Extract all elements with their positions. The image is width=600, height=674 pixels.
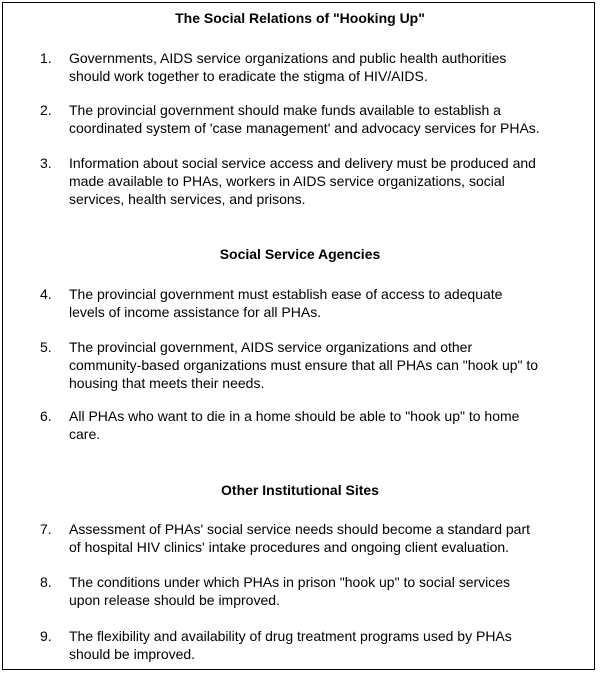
item-line: coordinated system of 'case management' and advocacy services for PHAs. [69,120,540,136]
item-line: The provincial government must establish ease of access to adequate [69,286,503,302]
item-text [69,573,589,609]
item-line: made available to PHAs, workers in AIDS service organizations, social [69,173,505,189]
item-number: 7. [40,521,52,537]
item-line: Governments, AIDS service organizations and public health authorities [69,50,507,66]
item-text [69,49,589,85]
item-line: The flexibility and availability of drug treatment programs used by PHAs [69,628,512,644]
item-number: 1. [40,50,52,66]
section-heading-social-relations: The Social Relations of "Hooking Up" [175,10,425,26]
item-number: 8. [40,574,52,590]
item-line: The provincial government, AIDS service organizations and other [69,339,473,355]
item-line: The provincial government should make funds available to establish a [69,102,501,118]
item-line: community-based organizations must ensure that all PHAs can "hook up" to [69,357,539,373]
item-number: 9. [40,628,52,644]
item-number: 6. [40,408,52,424]
item-line: of hospital HIV clinics' intake procedures and ongoing client evaluation. [69,539,510,555]
item-line: upon release should be improved. [69,592,280,608]
item-line: levels of income assistance for all PHAs. [69,304,322,320]
item-line: Assessment of PHAs' social service needs should become a standard part [69,521,531,537]
item-number: 2. [40,102,52,118]
item-number: 3. [40,155,52,171]
item-line: Information about social service access and delivery must be produced and [69,155,536,171]
item-line: The conditions under which PHAs in prison "hook up" to social services [69,574,511,590]
item-text [69,101,589,137]
section-heading-other-institutional-sites: Other Institutional Sites [221,482,379,498]
section-heading-social-service-agencies: Social Service Agencies [219,246,381,262]
item-line: housing that meets their needs. [69,375,265,391]
item-number: 5. [40,339,52,355]
item-line: All PHAs who want to die in a home should be able to "hook up" to home [69,408,520,424]
item-line: should work together to eradicate the stigma of HIV/AIDS. [69,68,428,84]
item-line: services, health services, and prisons. [69,191,306,207]
item-line: care. [69,426,101,442]
item-text [69,407,589,443]
item-text [69,520,589,556]
item-text [69,627,589,663]
item-text [69,154,589,208]
item-text [69,285,589,321]
item-number: 4. [40,286,52,302]
item-text [69,338,589,392]
item-line: should be improved. [69,646,196,662]
